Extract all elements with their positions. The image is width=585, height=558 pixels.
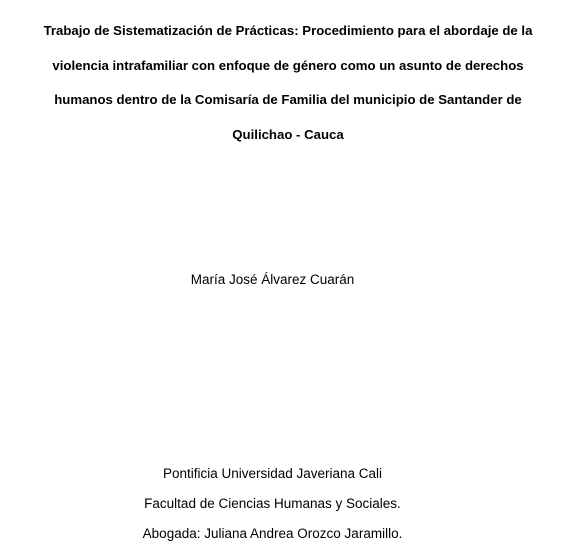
title-line-2: violencia intrafamiliar con enfoque de género como un asunto de derechos bbox=[52, 57, 524, 73]
faculty-name: Facultad de Ciencias Humanas y Sociales. bbox=[144, 496, 401, 511]
university-name: Pontificia Universidad Javeriana Cali bbox=[162, 466, 383, 481]
document-title bbox=[14, 14, 562, 152]
advisor-name: Abogada: Juliana Andrea Orozco Jaramillo. bbox=[142, 526, 403, 541]
title-line-1: Trabajo de Sistematización de Prácticas: Procedimiento para el abordaje de la bbox=[43, 23, 533, 38]
author-name: María José Álvarez Cuarán bbox=[190, 272, 355, 287]
affiliation-block bbox=[0, 459, 545, 549]
title-line-3: humanos dentro de la Comisaría de Familia del municipio de Santander de bbox=[54, 92, 522, 107]
title-line-4: Quilichao - Cauca bbox=[232, 126, 344, 142]
